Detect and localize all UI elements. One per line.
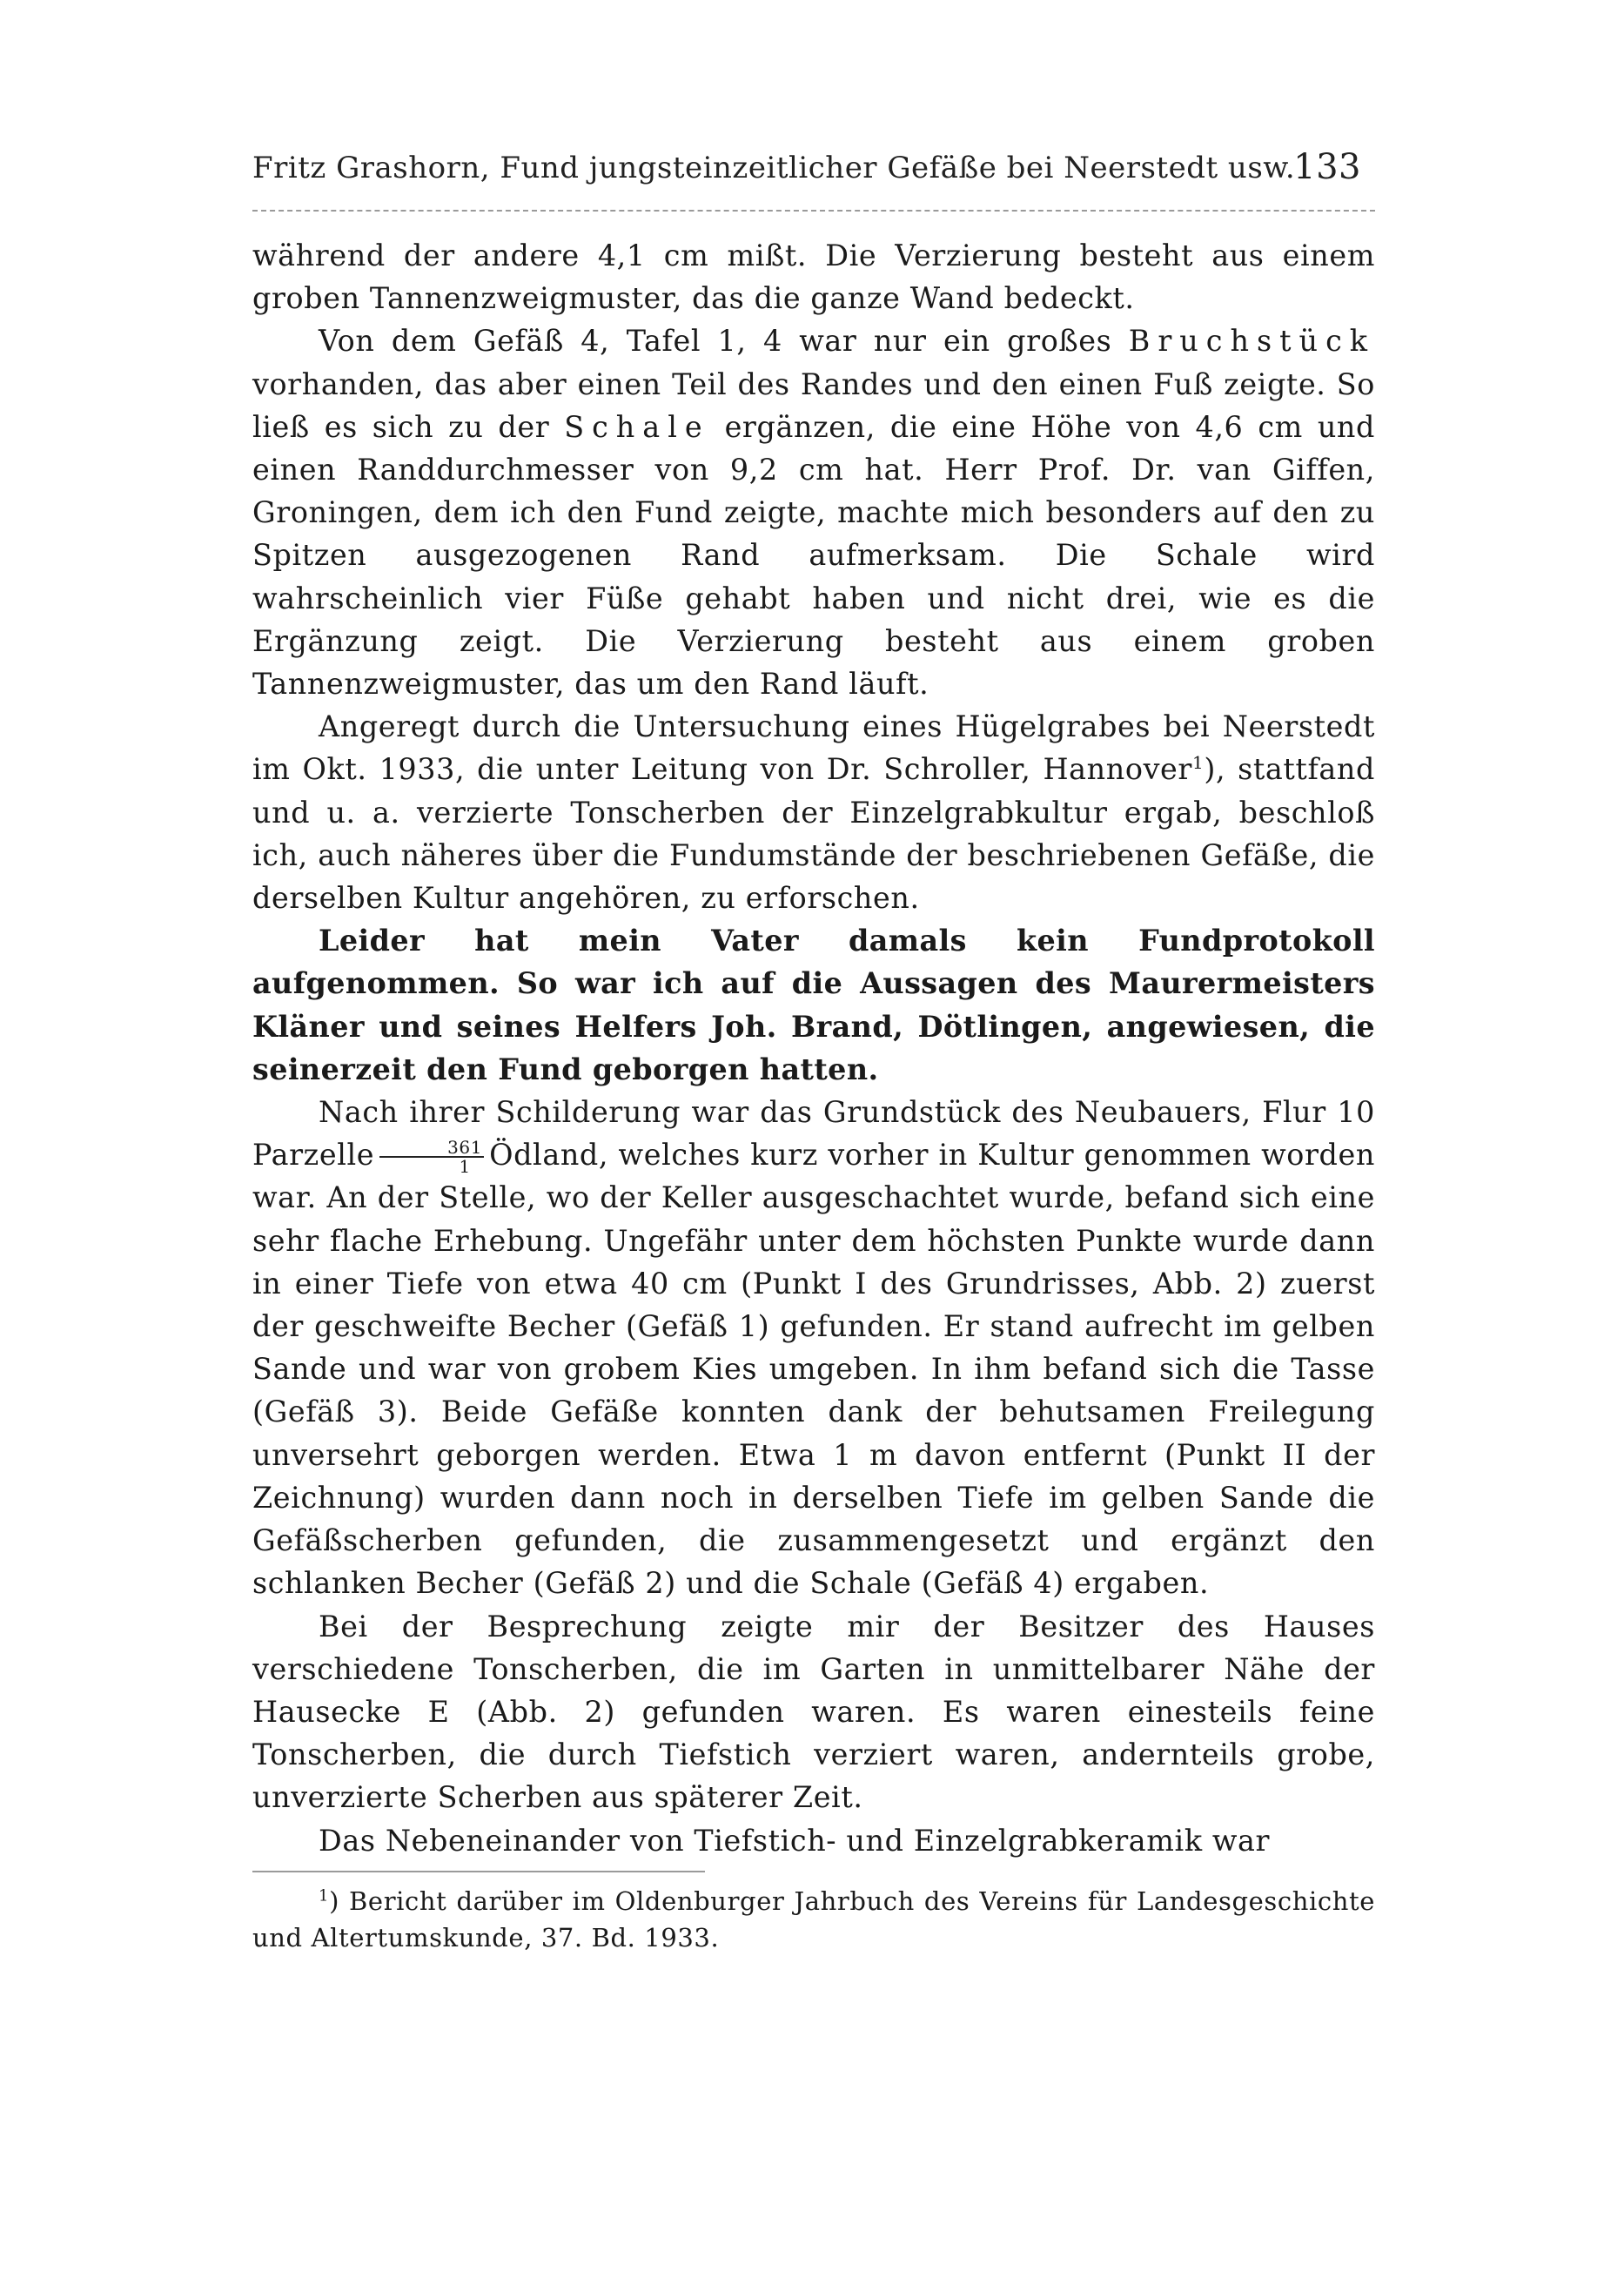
paragraph-5-part-b: Ödland, welches kurz vorher in Kultur genommen worden war. An der Stelle, wo der Keller ausgeschachtet wurde, befand sich eine sehr flache Erhebung. Ungefähr unter dem höchsten Punkte wurde dann in einer Tiefe von etwa 40 cm (Punkt I des Grundrisses, Abb. 2) zuerst der geschweifte Becher (Gefäß 1) gefunden. Er stand aufrecht im gelben Sande und war von grobem Kies umgeben. In ihm befand sich die Tasse (Gefäß 3). Beide Gefäße konnten dank der behutsamen Freilegung unversehrt geborgen werden. Etwa 1 m davon entfernt (Punkt II der Zeichnung) wurden dann noch in derselben Tiefe im gelben Sande die Gefäßscherben gefunden, die zusammengesetzt und ergänzt den schlanken Becher (Gefäß 2) und die Schale (Gefäß 4) ergaben. (252, 1138, 1375, 1601)
paragraph-2-part-a: Von dem Gefäß 4, Tafel 1, 4 war nur ein großes (319, 324, 1129, 359)
page-number: 133 (1293, 147, 1361, 187)
footnote-text: ) Bericht darüber im Oldenburger Jahrbuch des Vereins für Landesgeschichte und Altertumskunde, 37. Bd. 1933. (252, 1885, 1375, 1953)
fraction-numerator: 361 (379, 1139, 484, 1158)
footnote-rule (252, 1871, 705, 1872)
paragraph-2-part-b: vorhanden, das aber einen Teil des Randes und den einen Fuß zeigte. So ließ es sich zu der (252, 366, 1375, 444)
paragraph-3-part-b: ), stattfand und u. a. verzierte Tonscherben der Einzelgrabkultur ergab, beschloß ich, auch näheres über die Fundumstände der beschriebenen Gefäße, die derselben Kultur angehören, zu erforschen. (252, 752, 1375, 916)
paragraph-5 (252, 1091, 1375, 1604)
spaced-term-bruchstueck: Bruchstück (1128, 324, 1375, 359)
paragraph-2 (252, 319, 1375, 705)
header-rule (252, 210, 1375, 212)
paragraph-3 (252, 705, 1375, 919)
paragraph-3-part-a: Angeregt durch die Untersuchung eines Hügelgrabes bei Neerstedt im Okt. 1933, die unter Leitung von Dr. Schroller, Hannover (252, 709, 1375, 787)
fraction-denominator: 1 (459, 1156, 471, 1178)
body-text (252, 234, 1375, 1862)
paragraph-7: Das Nebeneinander von Tiefstich- und Einzelgrabkeramik war (319, 1823, 1271, 1858)
book-page (252, 144, 1375, 1956)
paragraph-5-part-a: Nach ihrer Schilderung war das Grundstück des Neubauers, Flur 10 Parzelle (252, 1095, 1375, 1173)
running-header (252, 144, 1375, 192)
running-title: Fritz Grashorn, Fund jungsteinzeitlicher Gefäße bei Neerstedt usw. (252, 151, 1296, 185)
paragraph-2-part-c: ergänzen, die eine Höhe von 4,6 cm und einen Randdurchmesser von 9,2 cm hat. Herr Prof. Dr. van Giffen, Groningen, dem ich den Fund zeigte, machte mich besonders auf den zu Spitzen ausgezogenen Rand aufmerksam. Die Schale wird wahrscheinlich vier Füße gehabt haben und nicht drei, wie es die Ergänzung zeigt. Die Verzierung besteht aus einem groben Tannenzweigmuster, das um den Rand läuft. (252, 409, 1376, 702)
spaced-term-schale: Schale (564, 409, 710, 444)
paragraph-6: Bei der Besprechung zeigte mir der Besitzer des Hauses verschiedene Tonscherben, die im Garten in unmittelbarer Nähe der Hausecke E (Abb. 2) gefunden waren. Es waren einesteils feine Tonscherben, die durch Tiefstich verziert waren, andernteils grobe, unverzierte Scherben aus späterer Zeit. (252, 1609, 1375, 1815)
footnote (252, 1883, 1375, 1956)
footnote-reference: 1 (1191, 752, 1205, 774)
paragraph-1: während der andere 4,1 cm mißt. Die Verzierung besteht aus einem groben Tannenzweigmuster, das die ganze Wand bedeckt. (252, 239, 1375, 316)
footnote-mark: 1 (319, 1886, 330, 1906)
paragraph-4: Leider hat mein Vater damals kein Fundprotokoll aufgenommen. So war ich auf die Aussagen des Maurermeisters Kläner und seines Helfers Joh. Brand, Dötlingen, angewiesen, die seinerzeit den Fund geborgen hatten. (252, 924, 1375, 1086)
parcel-fraction (379, 1137, 484, 1178)
